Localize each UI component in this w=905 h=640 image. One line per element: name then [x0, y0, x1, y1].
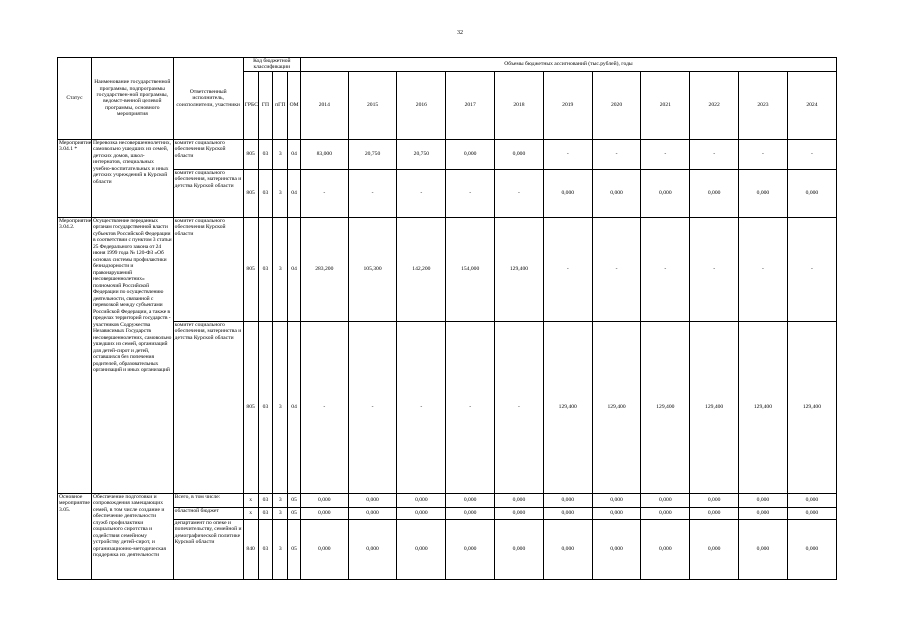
value-cell: 129,400	[495, 217, 544, 321]
code-cell: 03	[258, 139, 273, 169]
value-cell: 129,400	[641, 321, 690, 493]
value-cell: -	[446, 169, 495, 217]
table-row	[58, 321, 837, 493]
header-year: 2020	[592, 71, 641, 139]
value-cell: -	[543, 217, 592, 321]
header-executor: Ответственный исполнитель, соисполнители, участники	[173, 58, 243, 140]
code-cell: 3	[273, 217, 288, 321]
code-cell: 3	[273, 507, 288, 519]
value-cell: 0,000	[787, 507, 836, 519]
value-cell: 0,000	[543, 169, 592, 217]
header-code-grbs: ГРБС	[243, 71, 258, 139]
value-cell: 0,000	[348, 507, 397, 519]
row-executor: Всего, в том числе:	[173, 493, 243, 507]
table-row	[58, 139, 837, 169]
header-year: 2023	[739, 71, 788, 139]
value-cell: 0,000	[690, 169, 739, 217]
code-cell: 03	[258, 321, 273, 493]
value-cell: -	[495, 169, 544, 217]
value-cell: 0,000	[739, 507, 788, 519]
row-executor: комитет социального обеспечения Курской области	[173, 139, 243, 169]
row-executor: комитет социального обеспечения, материнства и детства Курской области	[173, 169, 243, 217]
row-name: Осуществление переданных органам государственной власти субъектов Российской Федерации в соответствии с пунктом 3 статьи 25 Федерального закона от 24 июня 1999 года № 120-ФЗ «Об основах системы профилактики безнадзорности и правонарушений несовершеннолетних» полномочий Российской Федерации по осуществлению деятельности, связанной с перевозкой между субъектами Российской Федерации, а также в пределах территорий государств - участников Содружества Независимых Государств несовершеннолетних, самовольно ушедших из семей, организаций для детей-сирот и детей, оставшихся без попечения родителей, образовательных организаций и иных организаций	[91, 217, 173, 493]
value-cell: 0,000	[690, 507, 739, 519]
value-cell: -	[592, 217, 641, 321]
code-cell: 03	[258, 493, 273, 507]
value-cell: 0,000	[495, 139, 544, 169]
value-cell: 0,000	[446, 493, 495, 507]
row-executor: департамент по опеке и попечительству, семейной и демографической политике Курской области	[173, 519, 243, 579]
value-cell: -	[641, 217, 690, 321]
value-cell: 0,000	[592, 169, 641, 217]
value-cell: -	[690, 217, 739, 321]
value-cell: 154,000	[446, 217, 495, 321]
header-year: 2021	[641, 71, 690, 139]
code-cell: х	[243, 507, 258, 519]
header-status: Статус	[58, 58, 92, 140]
header-code-gp: ГП	[258, 71, 273, 139]
code-cell: 03	[258, 169, 273, 217]
value-cell: 0,000	[543, 519, 592, 579]
code-cell: 04	[288, 169, 301, 217]
code-cell: 05	[288, 507, 301, 519]
header-year: 2019	[543, 71, 592, 139]
header-year: 2018	[495, 71, 544, 139]
value-cell: -	[739, 139, 788, 169]
header-code-om: ОМ	[288, 71, 301, 139]
value-cell: 0,000	[592, 519, 641, 579]
value-cell: 0,000	[397, 519, 446, 579]
header-year: 2024	[787, 71, 836, 139]
value-cell: 129,400	[592, 321, 641, 493]
code-cell: 3	[273, 519, 288, 579]
value-cell: 0,000	[690, 493, 739, 507]
value-cell: 0,000	[690, 519, 739, 579]
code-cell: 3	[273, 321, 288, 493]
value-cell: 105,300	[348, 217, 397, 321]
value-cell: 0,000	[300, 519, 348, 579]
value-cell: -	[592, 139, 641, 169]
value-cell: 283,200	[300, 217, 348, 321]
value-cell: -	[300, 169, 348, 217]
value-cell: 142,200	[397, 217, 446, 321]
code-cell: 03	[258, 217, 273, 321]
code-cell: 04	[288, 321, 301, 493]
value-cell: 0,000	[495, 507, 544, 519]
value-cell: 0,000	[641, 519, 690, 579]
row-status: Мероприятие 3.04.2.	[58, 217, 92, 493]
value-cell: 0,000	[348, 519, 397, 579]
row-executor: комитет социального обеспечения Курской области	[173, 217, 243, 321]
table-row	[58, 519, 837, 579]
header-year: 2016	[397, 71, 446, 139]
value-cell: 0,000	[787, 493, 836, 507]
header-code-pgp: пГП	[273, 71, 288, 139]
header-budget-code: Код бюджетной классификации	[243, 58, 300, 72]
value-cell: 0,000	[495, 519, 544, 579]
code-cell: 3	[273, 169, 288, 217]
header-year: 2022	[690, 71, 739, 139]
value-cell: 0,000	[592, 507, 641, 519]
table-row	[58, 169, 837, 217]
value-cell: -	[300, 321, 348, 493]
code-cell: 3	[273, 139, 288, 169]
value-cell: -	[495, 321, 544, 493]
page-number: 32	[457, 30, 463, 36]
code-cell: 805	[243, 169, 258, 217]
row-status: Основное мероприятие 3.05.	[58, 493, 92, 579]
value-cell: 0,000	[446, 507, 495, 519]
value-cell: 129,400	[543, 321, 592, 493]
value-cell: 129,400	[690, 321, 739, 493]
value-cell: 0,000	[641, 169, 690, 217]
value-cell: 20,750	[397, 139, 446, 169]
value-cell: 0,000	[641, 507, 690, 519]
header-volumes: Объемы бюджетных ассигнований (тыс.рублей), годы	[300, 58, 836, 72]
value-cell: 129,400	[787, 321, 836, 493]
row-name: Перевозка несовершеннолетних, самовольно ушедших из семей, детских домов, школ-интернатов, специальных учебно-воспитательных и иных детских учреждений в Курской области	[91, 139, 173, 217]
value-cell: 0,000	[495, 493, 544, 507]
value-cell: 0,000	[397, 507, 446, 519]
value-cell: -	[348, 169, 397, 217]
code-cell: 05	[288, 493, 301, 507]
value-cell: -	[787, 217, 836, 321]
value-cell: 0,000	[446, 139, 495, 169]
header-year: 2015	[348, 71, 397, 139]
value-cell: 0,000	[348, 493, 397, 507]
value-cell: 129,400	[739, 321, 788, 493]
value-cell: 0,000	[397, 493, 446, 507]
row-executor: комитет социального обеспечения, материнства и детства Курской области	[173, 321, 243, 493]
value-cell: 0,000	[739, 519, 788, 579]
row-executor: областной бюджет	[173, 507, 243, 519]
table-row	[58, 507, 837, 519]
header-year: 2017	[446, 71, 495, 139]
row-status: Мероприятие 3.04.1 *	[58, 139, 92, 217]
value-cell: 0,000	[300, 507, 348, 519]
value-cell: 83,000	[300, 139, 348, 169]
budget-table	[57, 57, 837, 580]
code-cell: 04	[288, 139, 301, 169]
header-name: Наименование государственной программы, подпрограммы государствен-ной программы, ведомст-венной целевой программы, основного мероприятия	[91, 58, 173, 140]
value-cell: 0,000	[543, 493, 592, 507]
value-cell: 0,000	[543, 507, 592, 519]
value-cell: 0,000	[787, 169, 836, 217]
code-cell: 3	[273, 493, 288, 507]
table-row	[58, 493, 837, 507]
code-cell: 840	[243, 519, 258, 579]
value-cell: 0,000	[446, 519, 495, 579]
value-cell: -	[446, 321, 495, 493]
header-year: 2014	[300, 71, 348, 139]
value-cell: 20,750	[348, 139, 397, 169]
value-cell: -	[641, 139, 690, 169]
value-cell: -	[787, 139, 836, 169]
value-cell: 0,000	[739, 169, 788, 217]
row-name: Обеспечение подготовки и сопровождения замещающих семей, в том числе создание и обеспечение деятельности служб профилактики социального сиротства и содействия семейному устройству детей-сирот, и организационно-методическая поддержка их деятельности	[91, 493, 173, 579]
code-cell: 05	[288, 519, 301, 579]
value-cell: -	[397, 321, 446, 493]
value-cell: -	[543, 139, 592, 169]
table-row	[58, 217, 837, 321]
code-cell: 805	[243, 217, 258, 321]
code-cell: 805	[243, 139, 258, 169]
code-cell: х	[243, 493, 258, 507]
code-cell: 04	[288, 217, 301, 321]
value-cell: 0,000	[592, 493, 641, 507]
value-cell: -	[739, 217, 788, 321]
code-cell: 03	[258, 507, 273, 519]
value-cell: -	[690, 139, 739, 169]
value-cell: 0,000	[641, 493, 690, 507]
value-cell: 0,000	[739, 493, 788, 507]
code-cell: 805	[243, 321, 258, 493]
value-cell: -	[348, 321, 397, 493]
value-cell: 0,000	[787, 519, 836, 579]
code-cell: 03	[258, 519, 273, 579]
value-cell: -	[397, 169, 446, 217]
value-cell: 0,000	[300, 493, 348, 507]
